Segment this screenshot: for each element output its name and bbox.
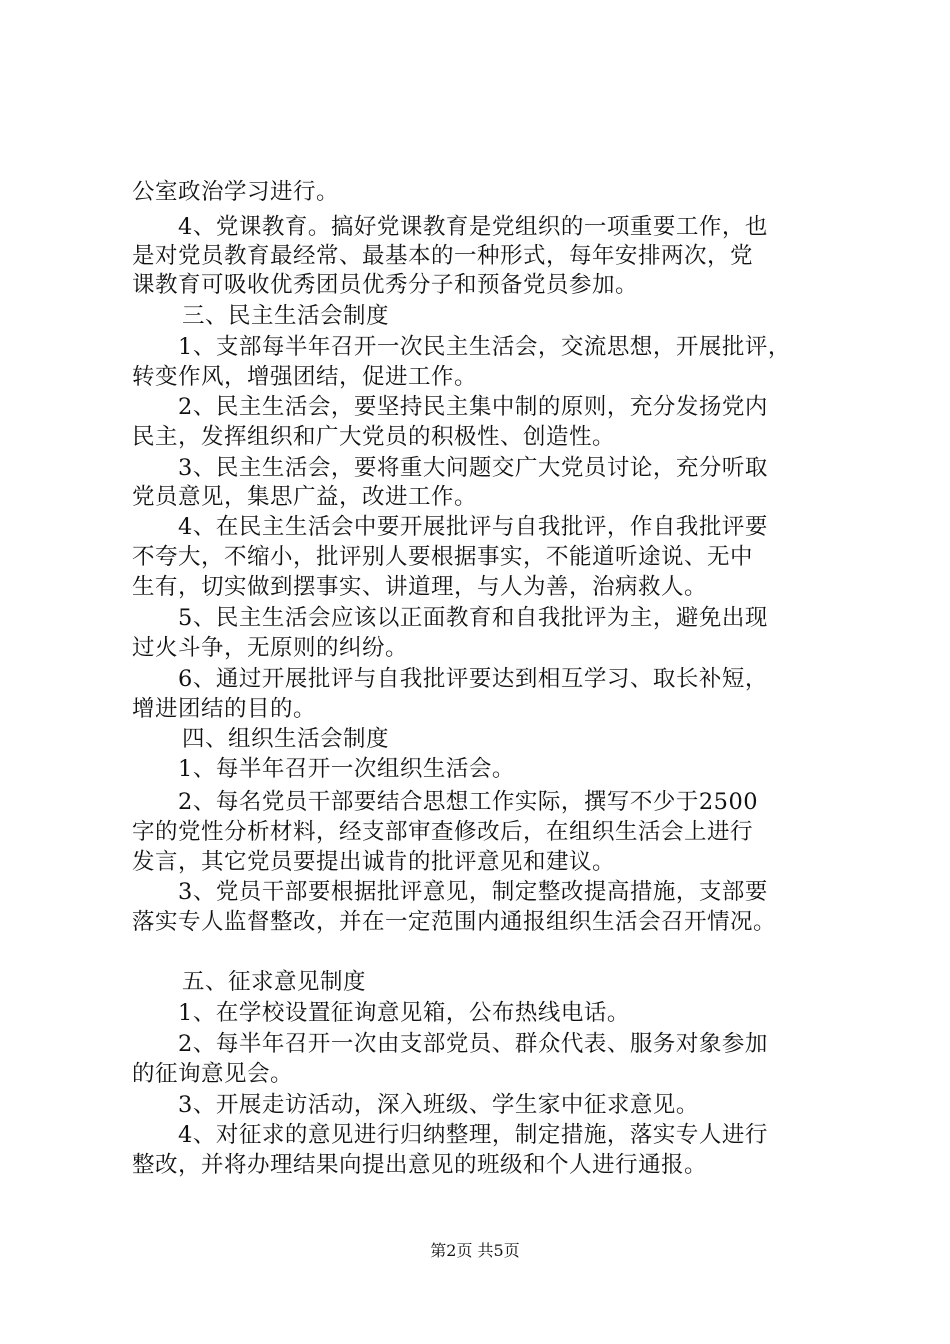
text-line: 2、民主生活会，要坚持民主集中制的原则，充分发扬党内 xyxy=(178,394,768,420)
text-line: 字的党性分析材料，经支部审查修改后，在组织生活会上进行 xyxy=(132,819,754,845)
text-line: 的征询意见会。 xyxy=(132,1061,294,1087)
text-line: 发言，其它党员要提出诚肯的批评意见和建议。 xyxy=(132,849,616,875)
text-line: 是对党员教育最经常、最基本的一种形式，每年安排两次，党 xyxy=(132,243,754,269)
text-line: 民主，发挥组织和广大党员的积极性、创造性。 xyxy=(132,424,616,450)
text-line: 整改，并将办理结果向提出意见的班级和个人进行通报。 xyxy=(132,1152,708,1178)
text-line: 转变作风，增强团结，促进工作。 xyxy=(132,364,478,390)
text-line: 2、每名党员干部要结合思想工作实际，撰写不少于2500 xyxy=(178,789,759,815)
text-line: 3、党员干部要根据批评意见，制定整改提高措施，支部要 xyxy=(178,879,768,905)
text-line: 过火斗争，无原则的纠纷。 xyxy=(132,635,409,661)
text-line: 2、每半年召开一次由支部党员、群众代表、服务对象参加 xyxy=(178,1031,768,1057)
text-line: 4、党课教育。搞好党课教育是党组织的一项重要工作，也 xyxy=(178,214,768,240)
text-line: 1、每半年召开一次组织生活会。 xyxy=(178,756,515,782)
text-line: 增进团结的目的。 xyxy=(132,696,317,722)
text-line: 公室政治学习进行。 xyxy=(132,179,340,205)
text-line: 5、民主生活会应该以正面教育和自我批评为主，避免出现 xyxy=(178,605,768,631)
text-line: 3、民主生活会，要将重大问题交广大党员讨论，充分听取 xyxy=(178,455,768,481)
text-line: 党员意见，集思广益，改进工作。 xyxy=(132,484,478,510)
text-line: 落实专人监督整改，并在一定范围内通报组织生活会召开情况。 xyxy=(132,909,777,935)
section-heading: 三、民主生活会制度 xyxy=(182,303,390,329)
text-line: 生有，切实做到摆事实、讲道理，与人为善，治病救人。 xyxy=(132,574,708,600)
text-line: 3、开展走访活动，深入班级、学生家中征求意见。 xyxy=(178,1092,699,1118)
section-heading: 五、征求意见制度 xyxy=(182,969,367,995)
text-line: 不夸大，不缩小，批评别人要根据事实，不能道听途说、无中 xyxy=(132,544,754,570)
text-line: 1、支部每半年召开一次民主生活会，交流思想，开展批评， xyxy=(178,334,791,360)
section-heading: 四、组织生活会制度 xyxy=(182,726,390,752)
text-line: 课教育可吸收优秀团员优秀分子和预备党员参加。 xyxy=(132,272,639,298)
page-number: 第2页 共5页 xyxy=(430,1241,520,1260)
text-line: 1、在学校设置征询意见箱，公布热线电话。 xyxy=(178,1000,630,1026)
text-line: 6、通过开展批评与自我批评要达到相互学习、取长补短， xyxy=(178,666,768,692)
text-line: 4、对征求的意见进行归纳整理，制定措施，落实专人进行 xyxy=(178,1122,768,1148)
text-line: 4、在民主生活会中要开展批评与自我批评，作自我批评要 xyxy=(178,514,768,540)
